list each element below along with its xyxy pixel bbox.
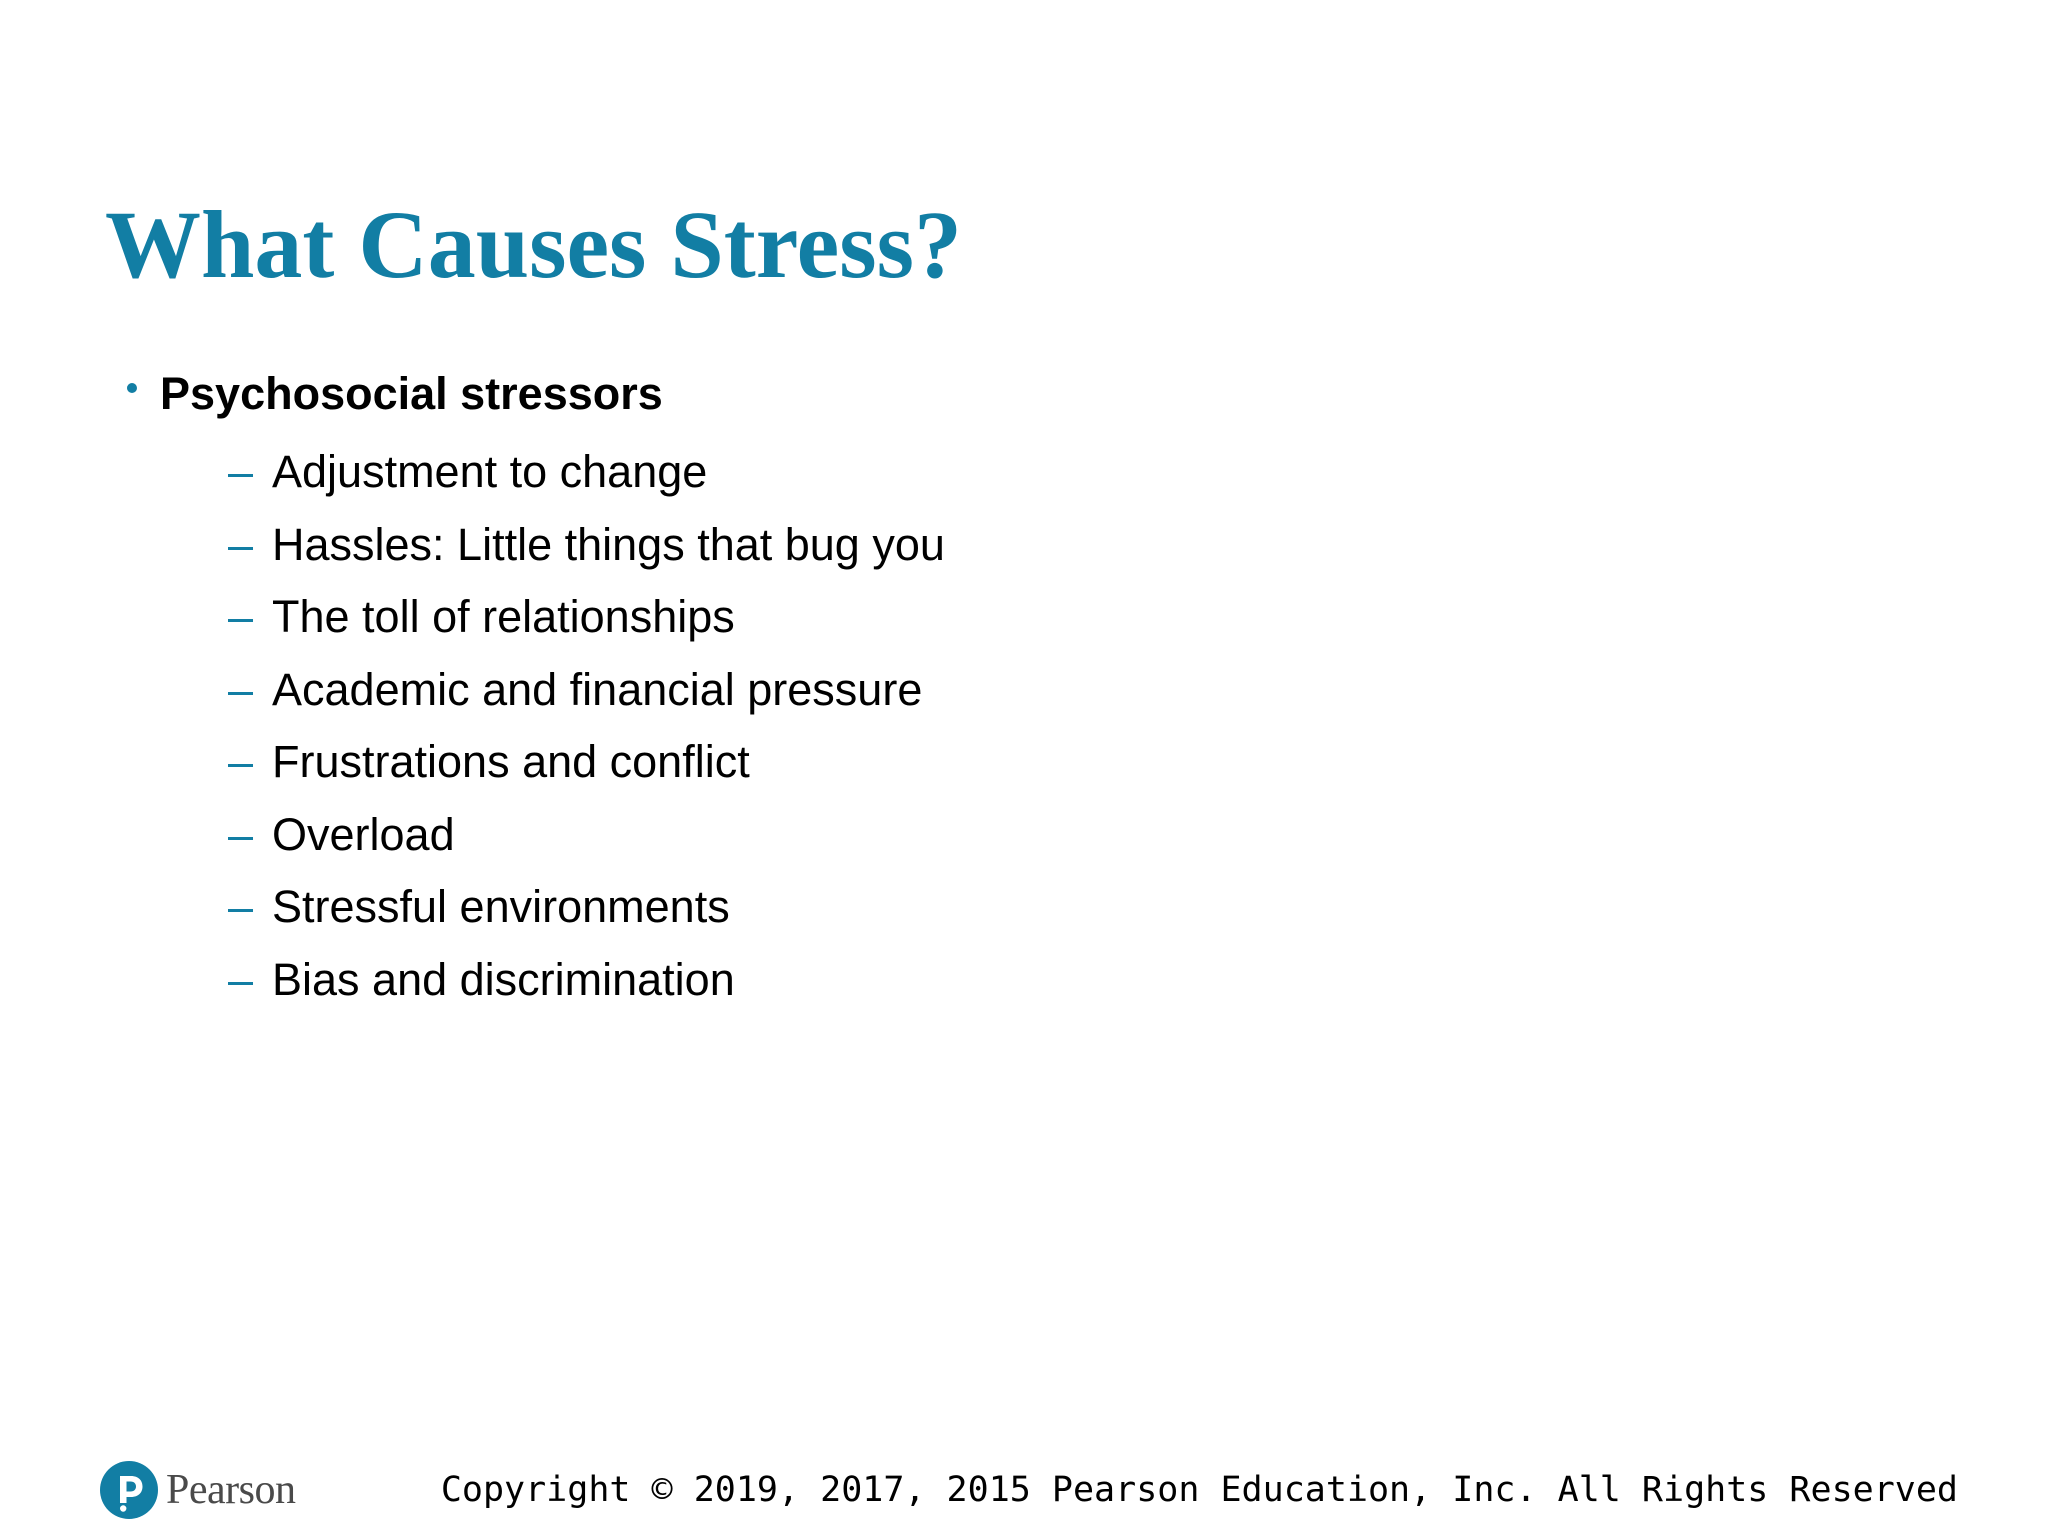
bullet-psychosocial-stressors bbox=[127, 364, 663, 424]
dash-icon: – bbox=[228, 518, 254, 570]
sub-bullet-text: Adjustment to change bbox=[272, 446, 708, 498]
copyright-notice: Copyright © 2019, 2017, 2015 Pearson Education, Inc. All Rights Reserved bbox=[440, 1470, 1958, 1510]
bullet-dot-icon bbox=[127, 383, 137, 393]
sub-bullet-item bbox=[228, 726, 945, 799]
bullet-label: Psychosocial stressors bbox=[160, 368, 663, 419]
sub-bullet-text: Bias and discrimination bbox=[272, 953, 735, 1005]
sub-bullet-item bbox=[228, 871, 945, 944]
sub-bullet-item bbox=[228, 436, 945, 509]
sub-bullet-list bbox=[228, 436, 945, 1016]
sub-bullet-item bbox=[228, 799, 945, 872]
sub-bullet-text: Frustrations and conflict bbox=[272, 736, 750, 788]
dash-icon: – bbox=[228, 953, 254, 1005]
sub-bullet-text: Hassles: Little things that bug you bbox=[272, 518, 945, 570]
pearson-p-logo-icon bbox=[100, 1461, 158, 1519]
dash-icon: – bbox=[228, 591, 254, 643]
dash-icon: – bbox=[228, 663, 254, 715]
dash-icon: – bbox=[228, 736, 254, 788]
sub-bullet-text: The toll of relationships bbox=[272, 591, 735, 643]
dash-icon: – bbox=[228, 808, 254, 860]
sub-bullet-item bbox=[228, 581, 945, 654]
sub-bullet-text: Stressful environments bbox=[272, 881, 730, 933]
sub-bullet-item bbox=[228, 509, 945, 582]
sub-bullet-text: Academic and financial pressure bbox=[272, 663, 923, 715]
slide-title: What Causes Stress? bbox=[105, 191, 962, 298]
sub-bullet-text: Overload bbox=[272, 808, 455, 860]
sub-bullet-item bbox=[228, 944, 945, 1017]
dash-icon: – bbox=[228, 446, 254, 498]
pearson-logo bbox=[100, 1458, 295, 1522]
dash-icon: – bbox=[228, 881, 254, 933]
pearson-wordmark: Pearson bbox=[166, 1467, 296, 1513]
sub-bullet-item bbox=[228, 654, 945, 727]
